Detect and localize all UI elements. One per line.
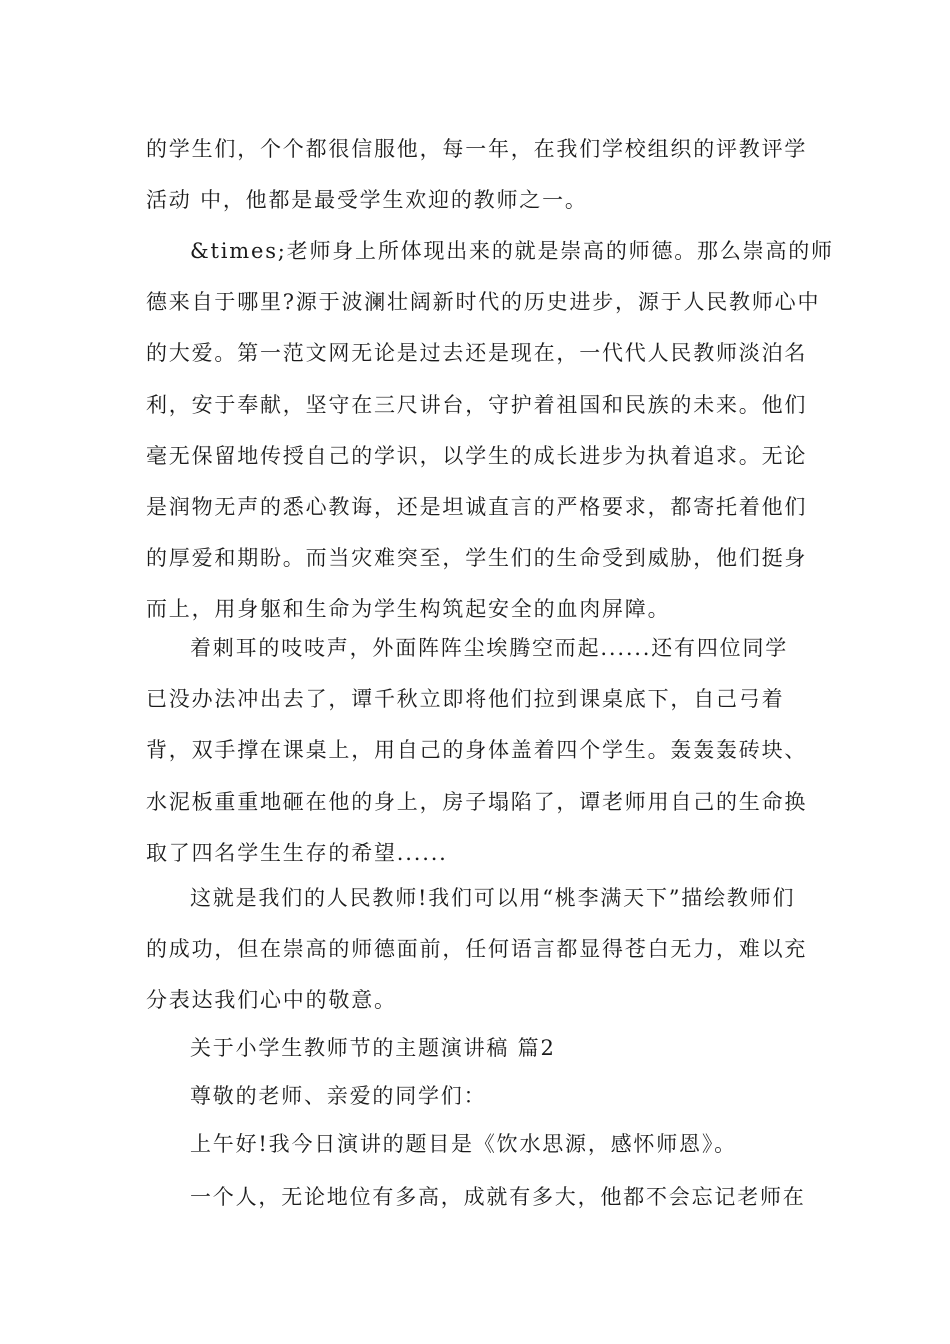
paragraph-line: 活动 中，他都是最受学生欢迎的教师之一。	[146, 188, 588, 213]
paragraph-line: 取了四名学生生存的希望......	[146, 840, 448, 865]
paragraph-line: 而上，用身躯和生命为学生构筑起安全的血肉屏障。	[146, 597, 671, 622]
paragraph-line: 毫无保留地传授自己的学识，以学生的成长进步为执着追求。无论	[146, 443, 808, 468]
paragraph-line: 着刺耳的吱吱声，外面阵阵尘埃腾空而起......还有四位同学	[190, 636, 789, 660]
paragraph-line: &times;老师身上所体现出来的就是崇高的师德。那么崇高的师	[190, 239, 834, 263]
paragraph-2	[146, 226, 834, 636]
paragraph-line: 是润物无声的悉心教诲，还是坦诚直言的严格要求，都寄托着他们	[146, 494, 808, 519]
section-heading: 关于小学生教师节的主题演讲稿 篇2	[190, 1036, 556, 1060]
paragraph-line: 德来自于哪里?源于波澜壮阔新时代的历史进步，源于人民教师心中	[146, 290, 821, 315]
paragraph-1	[146, 124, 808, 226]
paragraph-line: 利，安于奉献，坚守在三尺讲台，守护着祖国和民族的未来。他们	[146, 392, 808, 417]
paragraph-line: 的大爱。第一范文网无论是过去还是现在，一代代人民教师淡泊名	[146, 341, 808, 366]
paragraph-line: 一个人，无论地位有多高，成就有多大，他都不会忘记老师在	[190, 1185, 806, 1209]
paragraph-line: 的成功，但在崇高的师德面前，任何语言都显得苍白无力，难以充	[146, 937, 808, 962]
paragraph-line: 的学生们，个个都很信服他，每一年，在我们学校组织的评教评学	[146, 137, 808, 161]
paragraph-line: 背，双手撑在课桌上，用自己的身体盖着四个学生。轰轰轰砖块、	[146, 738, 808, 763]
greeting: 上午好!我今日演讲的题目是《饮水思源，感怀师恩》。	[190, 1132, 737, 1156]
paragraph-line: 这就是我们的人民教师!我们可以用“桃李满天下”描绘教师们	[190, 886, 796, 910]
paragraph-4	[146, 873, 808, 1027]
salutation: 尊敬的老师、亲爱的同学们：	[190, 1084, 487, 1108]
paragraph-3	[146, 623, 808, 879]
paragraph-line: 水泥板重重地砸在他的身上，房子塌陷了，谭老师用自己的生命换	[146, 789, 808, 814]
paragraph-line: 的厚爱和期盼。而当灾难突至，学生们的生命受到威胁，他们挺身	[146, 546, 808, 571]
paragraph-5	[146, 1172, 808, 1223]
paragraph-line: 已没办法冲出去了，谭千秋立即将他们拉到课桌底下，自己弓着	[146, 687, 785, 712]
paragraph-line: 分表达我们心中的敬意。	[146, 988, 397, 1013]
